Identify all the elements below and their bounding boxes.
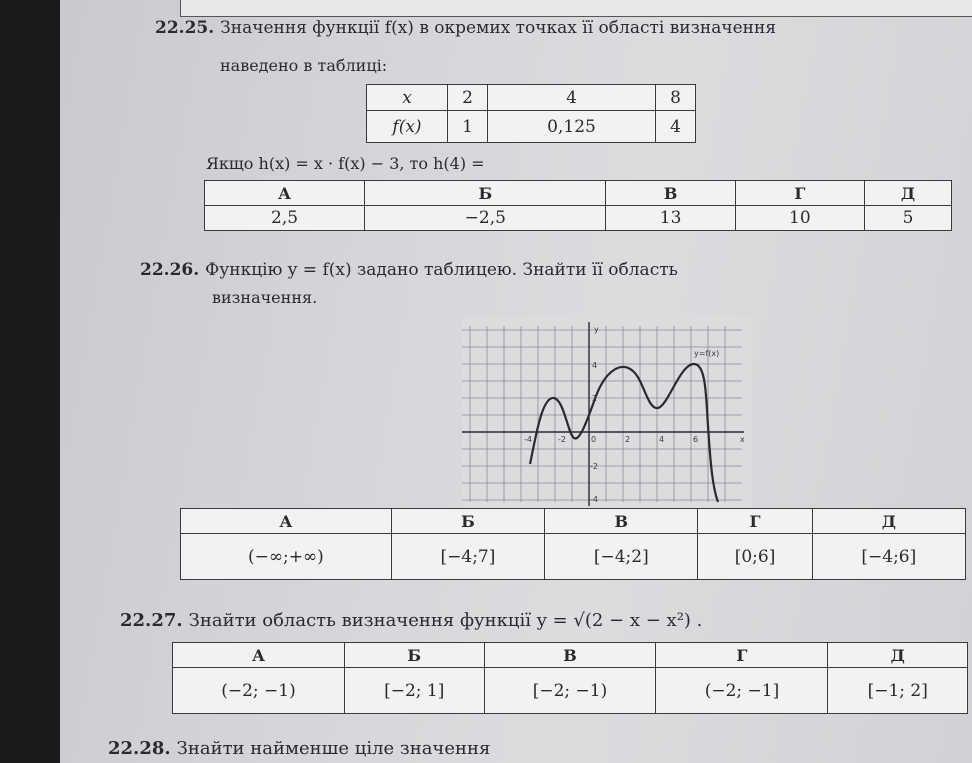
answer-table-22-26 [180, 508, 966, 580]
answer-option[interactable]: 2,5 [205, 206, 365, 231]
answer-option[interactable]: [0;6] [698, 534, 812, 580]
answer-table-22-27 [172, 642, 968, 714]
answer-letter: В [484, 643, 656, 668]
answer-letter: Б [391, 509, 544, 534]
answer-option[interactable]: [−2; −1) [484, 668, 656, 714]
x-value: 2 [448, 85, 488, 111]
x-label: x [367, 85, 448, 111]
problem-22-26-title [140, 260, 678, 281]
function-graph [462, 316, 752, 510]
answer-option[interactable]: −2,5 [365, 206, 606, 231]
problem-22-26-text2: визначення. [212, 288, 318, 307]
x-axis-label: x [740, 435, 745, 444]
problem-22-25-text2: наведено в таблиці: [220, 56, 388, 75]
problem-22-25-question: Якщо h(x) = x · f(x) − 3, то h(4) = [206, 154, 485, 173]
answer-option[interactable]: (−∞;+∞) [181, 534, 392, 580]
answer-letter: Д [812, 509, 965, 534]
answer-option[interactable]: [−2; 1] [344, 668, 484, 714]
textbook-page [60, 0, 972, 763]
answer-letter: В [606, 181, 735, 206]
problem-text: Знайти область визначення функції y = √(2 − x − x²) . [188, 610, 703, 631]
curve-label: y=f(x) [694, 349, 720, 358]
answer-letter: Г [735, 181, 864, 206]
y-tick-label: -4 [590, 495, 598, 504]
answer-option[interactable]: [−4;2] [545, 534, 698, 580]
answer-option[interactable]: 5 [864, 206, 951, 231]
x-tick-label: 6 [693, 435, 699, 444]
answer-letter: Г [698, 509, 812, 534]
x-value: 4 [488, 85, 656, 111]
problem-number: 22.25. [155, 18, 215, 38]
y-tick-label: 4 [592, 361, 598, 370]
answer-table-22-25 [204, 180, 952, 231]
problem-text: Значення функції f(x) в окремих точках її області визначення [220, 18, 777, 38]
y-tick-label: 2 [592, 394, 598, 403]
answer-letter: А [205, 181, 365, 206]
problem-22-25-title [155, 18, 776, 39]
f-value: 4 [655, 111, 695, 143]
previous-table-edge [180, 0, 972, 17]
f-value: 0,125 [488, 111, 656, 143]
y-axis-label: y [594, 325, 599, 334]
f-value: 1 [448, 111, 488, 143]
problem-number: 22.26. [140, 260, 200, 280]
problem-text: Функцію y = f(x) задано таблицею. Знайти її область [205, 260, 678, 280]
function-curve [530, 364, 718, 502]
f-label: f(x) [367, 111, 448, 143]
problem-22-28-title [108, 738, 490, 759]
answer-letter: Д [828, 643, 968, 668]
x-tick-label: -4 [524, 435, 532, 444]
answer-letter: Б [365, 181, 606, 206]
answer-option[interactable]: [−4;7] [391, 534, 544, 580]
problem-number: 22.28. [108, 738, 171, 759]
x-tick-label: 2 [625, 435, 631, 444]
values-table [366, 84, 696, 143]
answer-letter: Д [864, 181, 951, 206]
x-tick-label: 0 [591, 435, 597, 444]
answer-option[interactable]: [−1; 2] [828, 668, 968, 714]
problem-22-27-title [120, 610, 702, 631]
answer-letter: А [173, 643, 345, 668]
problem-number: 22.27. [120, 610, 183, 631]
problem-text: Знайти найменше ціле значення [176, 738, 491, 759]
y-tick-label: -2 [590, 462, 598, 471]
x-tick-label: -2 [558, 435, 566, 444]
answer-letter: В [545, 509, 698, 534]
answer-option[interactable]: 13 [606, 206, 735, 231]
answer-letter: А [181, 509, 392, 534]
answer-option[interactable]: [−4;6] [812, 534, 965, 580]
graph-svg [462, 316, 752, 510]
answer-option[interactable]: (−2; −1] [656, 668, 828, 714]
answer-option[interactable]: (−2; −1) [173, 668, 345, 714]
x-value: 8 [655, 85, 695, 111]
x-tick-label: 4 [659, 435, 665, 444]
answer-option[interactable]: 10 [735, 206, 864, 231]
answer-letter: Г [656, 643, 828, 668]
answer-letter: Б [344, 643, 484, 668]
